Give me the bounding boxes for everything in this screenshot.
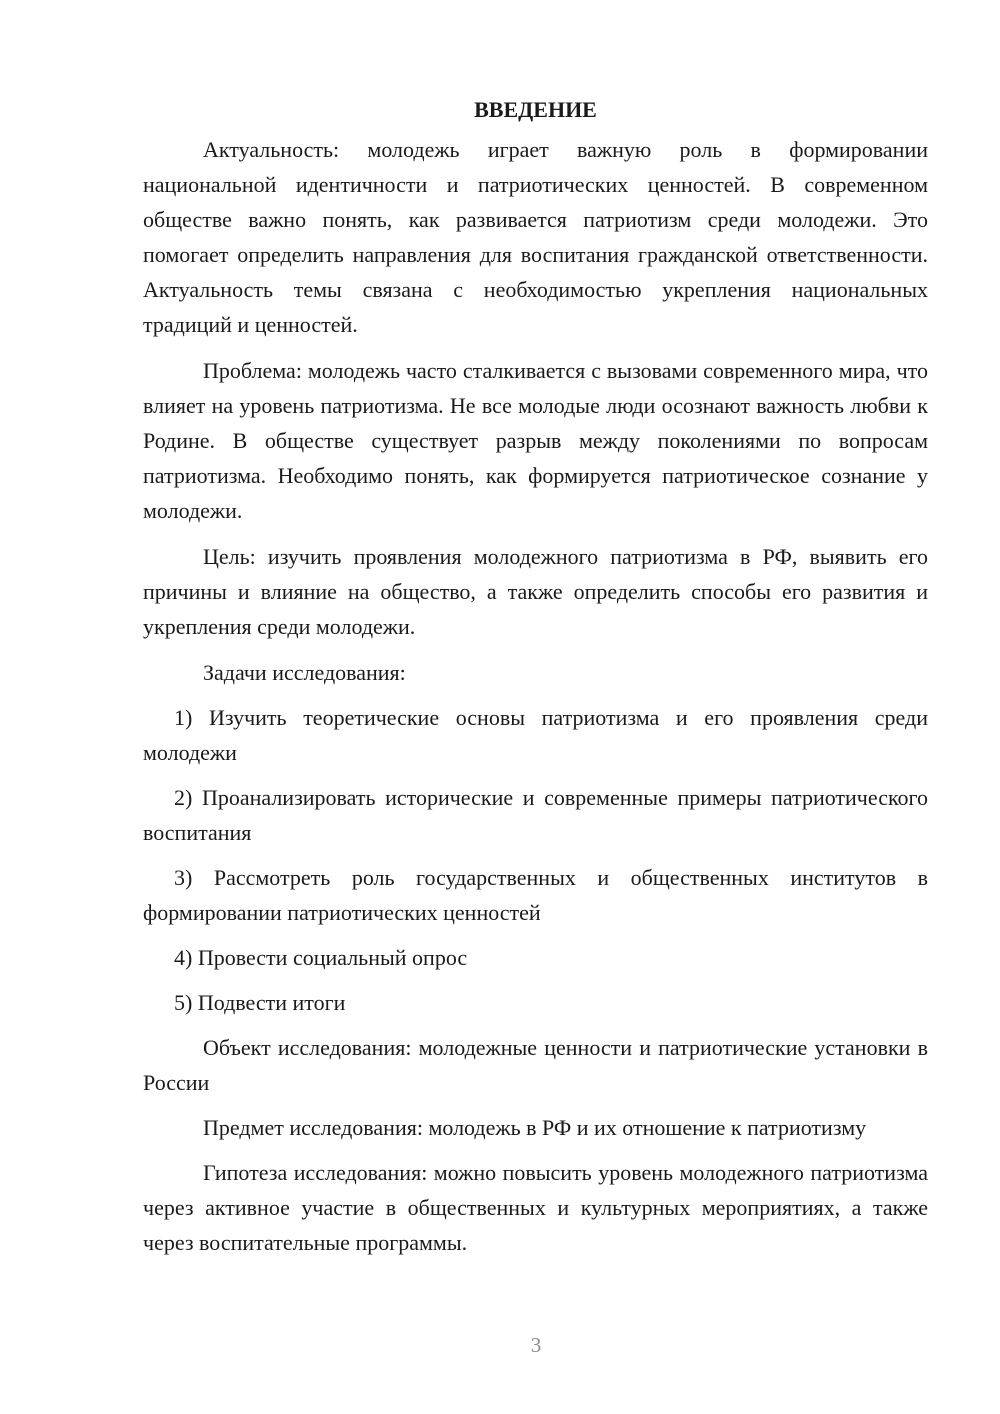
object-paragraph: Объект исследования: молодежные ценности и патриотические установки в России	[143, 1035, 928, 1095]
document-page	[143, 92, 928, 1260]
task-item-2: 2) Проанализировать исторические и современные примеры патриотического воспитания	[143, 785, 928, 845]
goal-paragraph: Цель: изучить проявления молодежного патриотизма в РФ, выявить его причины и влияние на общество, а также определить способы его развития и укрепления среди молодежи.	[143, 544, 928, 639]
task-item-1: 1) Изучить теоретические основы патриотизма и его проявления среди молодежи	[143, 705, 928, 765]
subject-paragraph: Предмет исследования: молодежь в РФ и их отношение к патриотизму	[203, 1115, 867, 1140]
relevance-paragraph: Актуальность: молодежь играет важную роль в формировании национальной идентичности и патриотических ценностей. В современном обществе важно понять, как развивается патриотизм среди молодежи. Это помогает определить направления для воспитания гражданской ответственности. Актуальность темы связана с необходимостью укрепления национальных традиций и ценностей.	[143, 137, 928, 337]
task-item-4: 4) Провести социальный опрос	[174, 945, 468, 970]
task-item-5: 5) Подвести итоги	[174, 990, 346, 1015]
tasks-heading: Задачи исследования:	[203, 660, 406, 685]
page-number: 3	[530, 1333, 542, 1357]
page-title: ВВЕДЕНИЕ	[474, 97, 597, 122]
task-item-3: 3) Рассмотреть роль государственных и общественных институтов в формировании патриотических ценностей	[143, 865, 928, 925]
hypothesis-paragraph: Гипотеза исследования: можно повысить уровень молодежного патриотизма через активное участие в общественных и культурных мероприятиях, а также через воспитательные программы.	[143, 1160, 928, 1255]
problem-paragraph: Проблема: молодежь часто сталкивается с вызовами современного мира, что влияет на уровень патриотизма. Не все молодые люди осознают важность любви к Родине. В обществе существует разрыв между поколениями по вопросам патриотизма. Необходимо понять, как формируется патриотическое сознание у молодежи.	[143, 358, 928, 523]
